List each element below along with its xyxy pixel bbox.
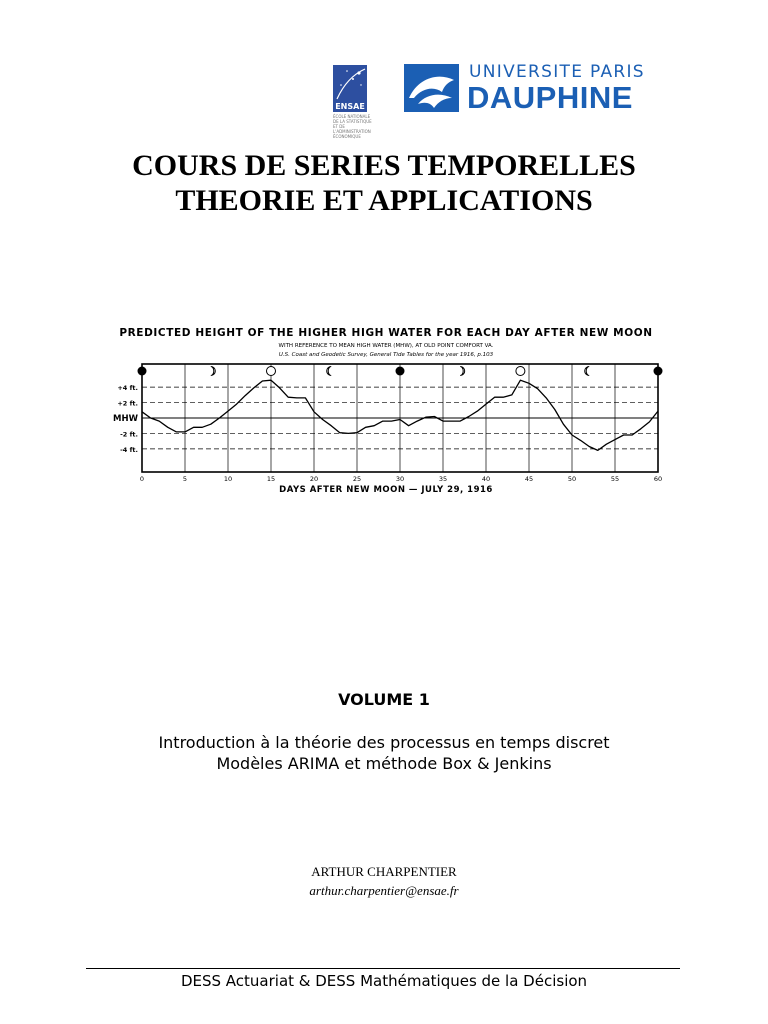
- chart-x-tick-label: 5: [182, 475, 188, 483]
- chart-x-tick-label: 20: [309, 475, 319, 483]
- author-block: [0, 862, 768, 900]
- chart-source: U.S. Coast and Geodetic Survey, General Tide Tables for the year 1916, p.103: [278, 352, 494, 358]
- course-title: [0, 148, 768, 218]
- chart-x-tick-label: 45: [524, 475, 534, 483]
- dolphin-icon: [404, 64, 459, 112]
- full-moon-icon: [516, 367, 525, 376]
- chart-x-axis-label: DAYS AFTER NEW MOON — JULY 29, 1916: [279, 485, 493, 494]
- dauphine-logo-line1: UNIVERSITE PARIS: [469, 62, 645, 82]
- subtitle-line2: Modèles ARIMA et méthode Box & Jenkins: [216, 754, 552, 773]
- tide-chart: [95, 322, 677, 494]
- ensae-logo-label: ENSAE: [333, 101, 367, 112]
- chart-x-tick-label: 50: [567, 475, 577, 483]
- volume-subtitle: [0, 732, 768, 774]
- chart-y-tick-label: -4 ft.: [120, 445, 138, 454]
- chart-x-tick-label: 35: [438, 475, 448, 483]
- course-title-line2: THEORIE ET APPLICATIONS: [175, 184, 593, 217]
- chart-x-tick-label: 15: [266, 475, 276, 483]
- author-name: ARTHUR CHARPENTIER: [311, 864, 457, 879]
- new-moon-icon: [396, 367, 405, 376]
- logos-row: [0, 58, 768, 138]
- chart-x-tick-label: 30: [395, 475, 405, 483]
- tide-chart-svg: [95, 322, 677, 494]
- first-quarter-moon-icon: [460, 367, 465, 376]
- footer-text: DESS Actuariat & DESS Mathématiques de la Décision: [180, 972, 588, 990]
- last-quarter-moon-icon: [585, 367, 590, 376]
- chart-x-tick-label: 55: [610, 475, 620, 483]
- chart-y-tick-label: +2 ft.: [117, 399, 138, 408]
- full-moon-icon: [267, 367, 276, 376]
- chart-subtitle: WITH REFERENCE TO MEAN HIGH WATER (MHW), AT OLD POINT COMFORT VA.: [278, 343, 494, 349]
- author-email: arthur.charpentier@ensae.fr: [309, 883, 459, 898]
- chart-x-tick-label: 10: [223, 475, 233, 483]
- chart-x-tick-label: 40: [481, 475, 491, 483]
- dauphine-logo-line2: DAUPHINE: [467, 80, 633, 115]
- last-quarter-moon-icon: [327, 367, 332, 376]
- ensae-logo-small-text: ÉCOLE NATIONALE DE LA STATISTIQUE ET DE L'ADMINISTRATION ÉCONOMIQUE: [333, 114, 372, 139]
- new-moon-icon: [654, 367, 663, 376]
- first-quarter-moon-icon: [211, 367, 216, 376]
- volume-label: VOLUME 1: [338, 690, 430, 709]
- chart-y-tick-label: -2 ft.: [120, 430, 138, 439]
- ensae-star-icon: [333, 65, 367, 103]
- chart-x-tick-label: 60: [653, 475, 663, 483]
- subtitle-line1: Introduction à la théorie des processus en temps discret: [158, 733, 610, 752]
- chart-x-tick-label: 0: [139, 475, 145, 483]
- new-moon-icon: [138, 367, 147, 376]
- footer-divider: [86, 968, 680, 969]
- ensae-logo: [333, 65, 391, 139]
- dauphine-logo: [404, 64, 656, 120]
- chart-y-tick-label: MHW: [113, 414, 138, 424]
- chart-title: PREDICTED HEIGHT OF THE HIGHER HIGH WATER FOR EACH DAY AFTER NEW MOON: [119, 327, 653, 339]
- course-title-line1: COURS DE SERIES TEMPORELLES: [132, 149, 636, 182]
- chart-x-tick-label: 25: [352, 475, 362, 483]
- chart-y-tick-label: +4 ft.: [117, 384, 138, 393]
